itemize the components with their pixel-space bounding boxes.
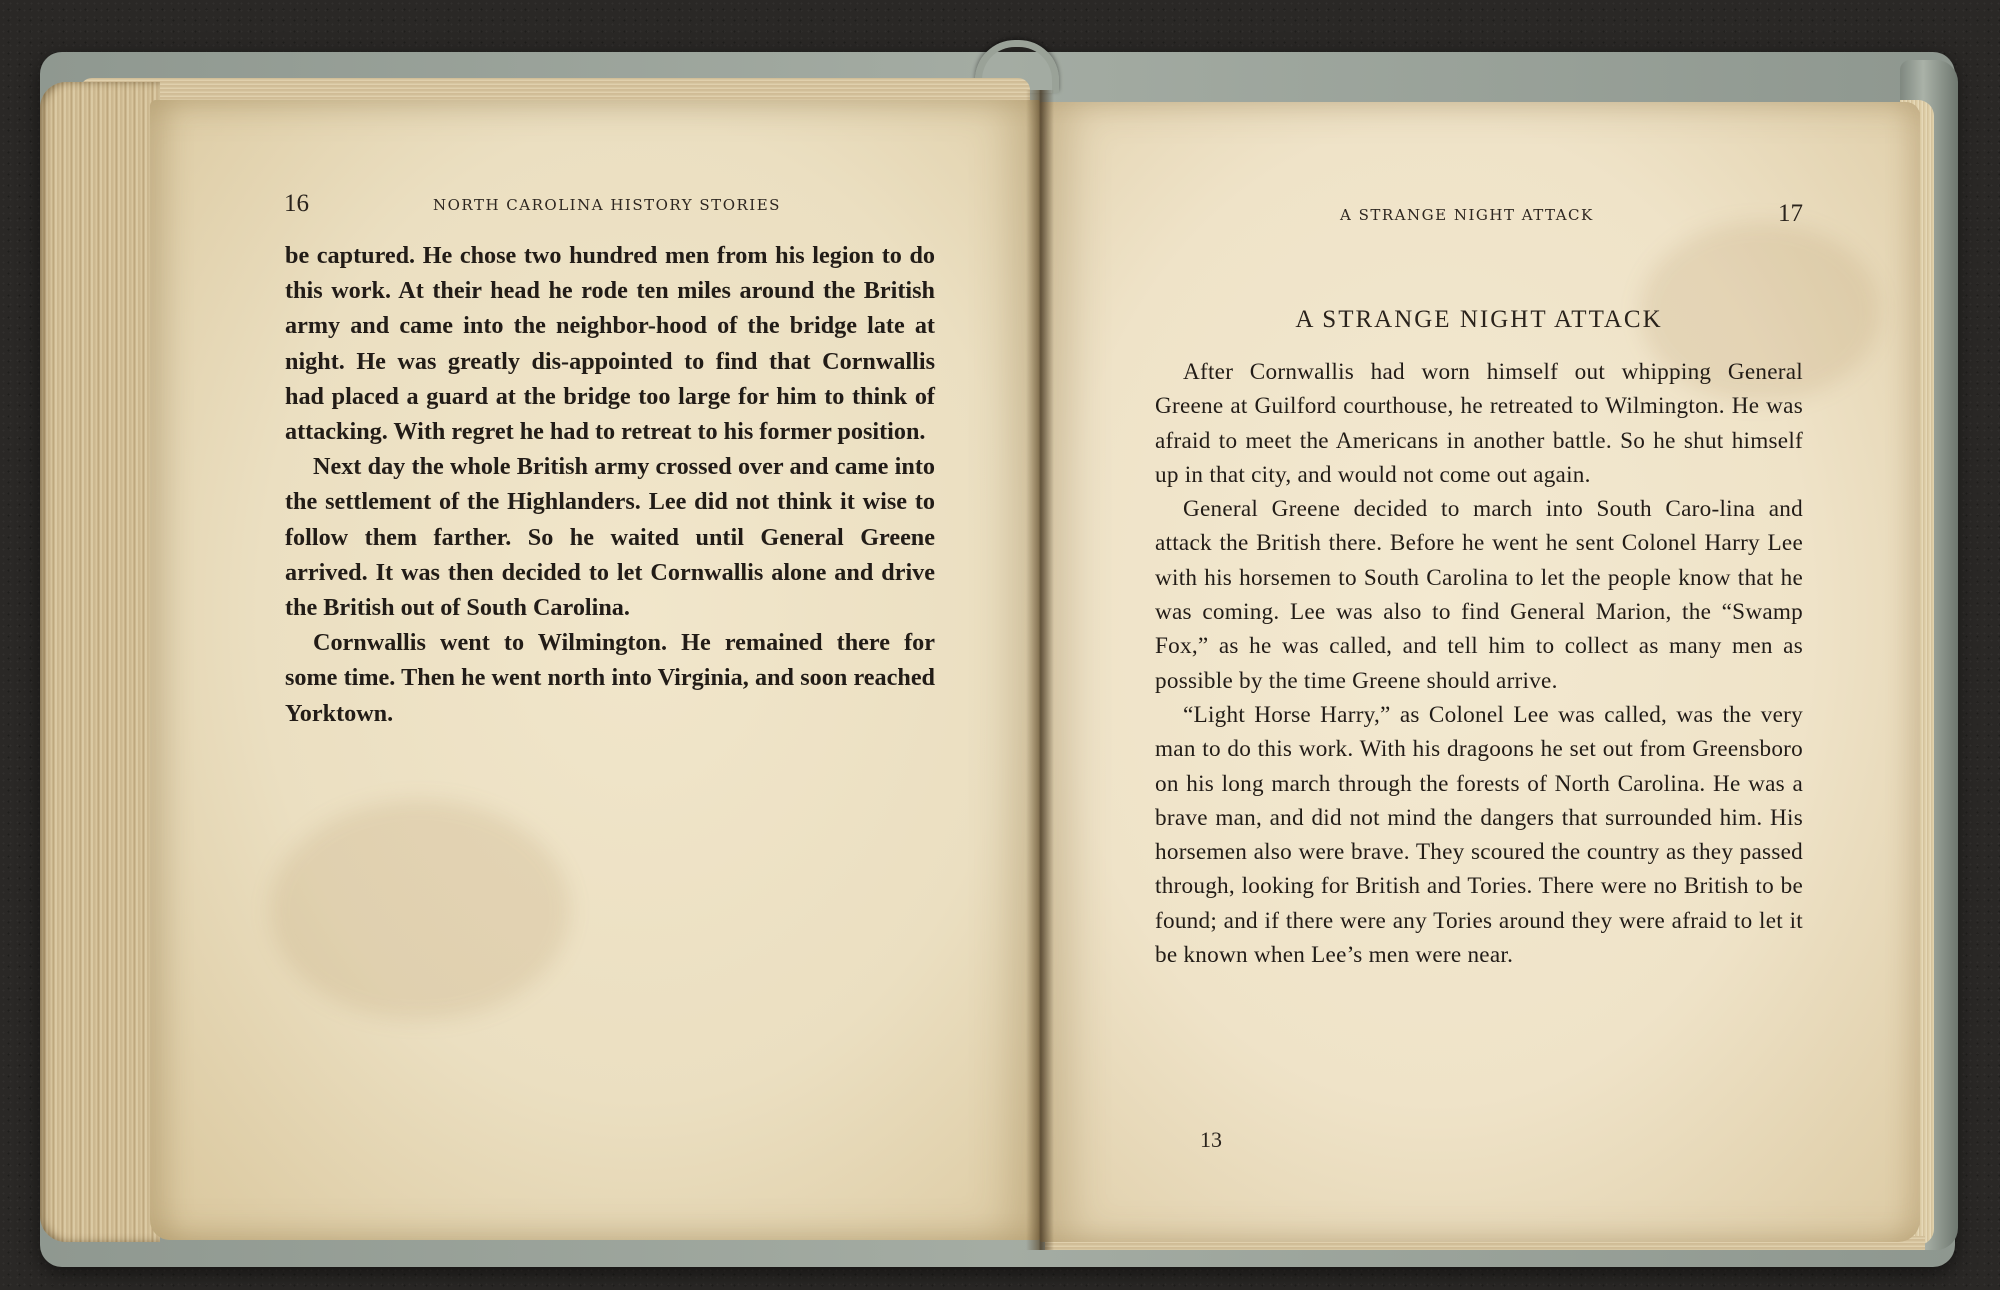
paragraph: General Greene decided to march into South Caro-lina and attack the British there. Before he went he sent Colonel Harry Lee with his horsemen to South Carolina to let the people know that he was coming. Lee was also to find General Marion, the “Swamp Fox,” as he was called, and tell him to collect as many men as possible by the time Greene should arrive. bbox=[1155, 496, 1803, 694]
left-page-body bbox=[285, 238, 935, 731]
left-page-edges bbox=[40, 82, 160, 1242]
paragraph: be captured. He chose two hundred men from his legion to do this work. At their head he rode ten miles around the British army and came into the neighbor-hood of the bridge late at night. He was greatly dis-appointed to find that Cornwallis had placed a guard at the bridge too large for him to think of attacking. With regret he had to retreat to his former position. bbox=[285, 242, 935, 446]
paragraph: After Cornwallis had worn himself out whipping General Greene at Guilford courthouse, he retreated to Wilmington. He was afraid to meet the Americans in another battle. So he shut himself up in that city, and would not come out again. bbox=[1155, 359, 1803, 488]
left-page-edges-top bbox=[80, 78, 1030, 100]
left-page-number: 16 bbox=[284, 190, 309, 217]
right-page-number: 17 bbox=[1778, 200, 1803, 227]
paragraph: Next day the whole British army crossed over and came into the settlement of the Highlanders. Lee did not think it wise to follow them farther. So he waited until General Greene arrived. It was then decided to let Cornwallis alone and drive the British out of South Carolina. bbox=[285, 453, 935, 622]
book-gutter bbox=[1026, 90, 1054, 1250]
chapter-title: A STRANGE NIGHT ATTACK bbox=[1295, 306, 1663, 333]
left-running-head: NORTH CAROLINA HISTORY STORIES bbox=[433, 196, 781, 214]
paper-stain bbox=[270, 800, 570, 1020]
paragraph: “Light Horse Harry,” as Colonel Lee was called, was the very man to do this work. With his dragoons he set out from Greensboro on his long march through the forests of North Carolina. He was a brave man, and did not mind the dangers that surrounded him. His horsemen also were brave. They scoured the country as they passed through, looking for British and Tories. There were no British to be found; and if there were any Tories around they were afraid to let it be known when Lee’s men were near. bbox=[1155, 701, 1803, 969]
signature-mark: 13 bbox=[1200, 1127, 1222, 1152]
right-running-head: A STRANGE NIGHT ATTACK bbox=[1340, 206, 1594, 224]
right-page-body bbox=[1155, 355, 1803, 972]
paragraph: Cornwallis went to Wilmington. He remained there for some time. Then he went north into Virginia, and soon reached Yorktown. bbox=[285, 629, 935, 727]
